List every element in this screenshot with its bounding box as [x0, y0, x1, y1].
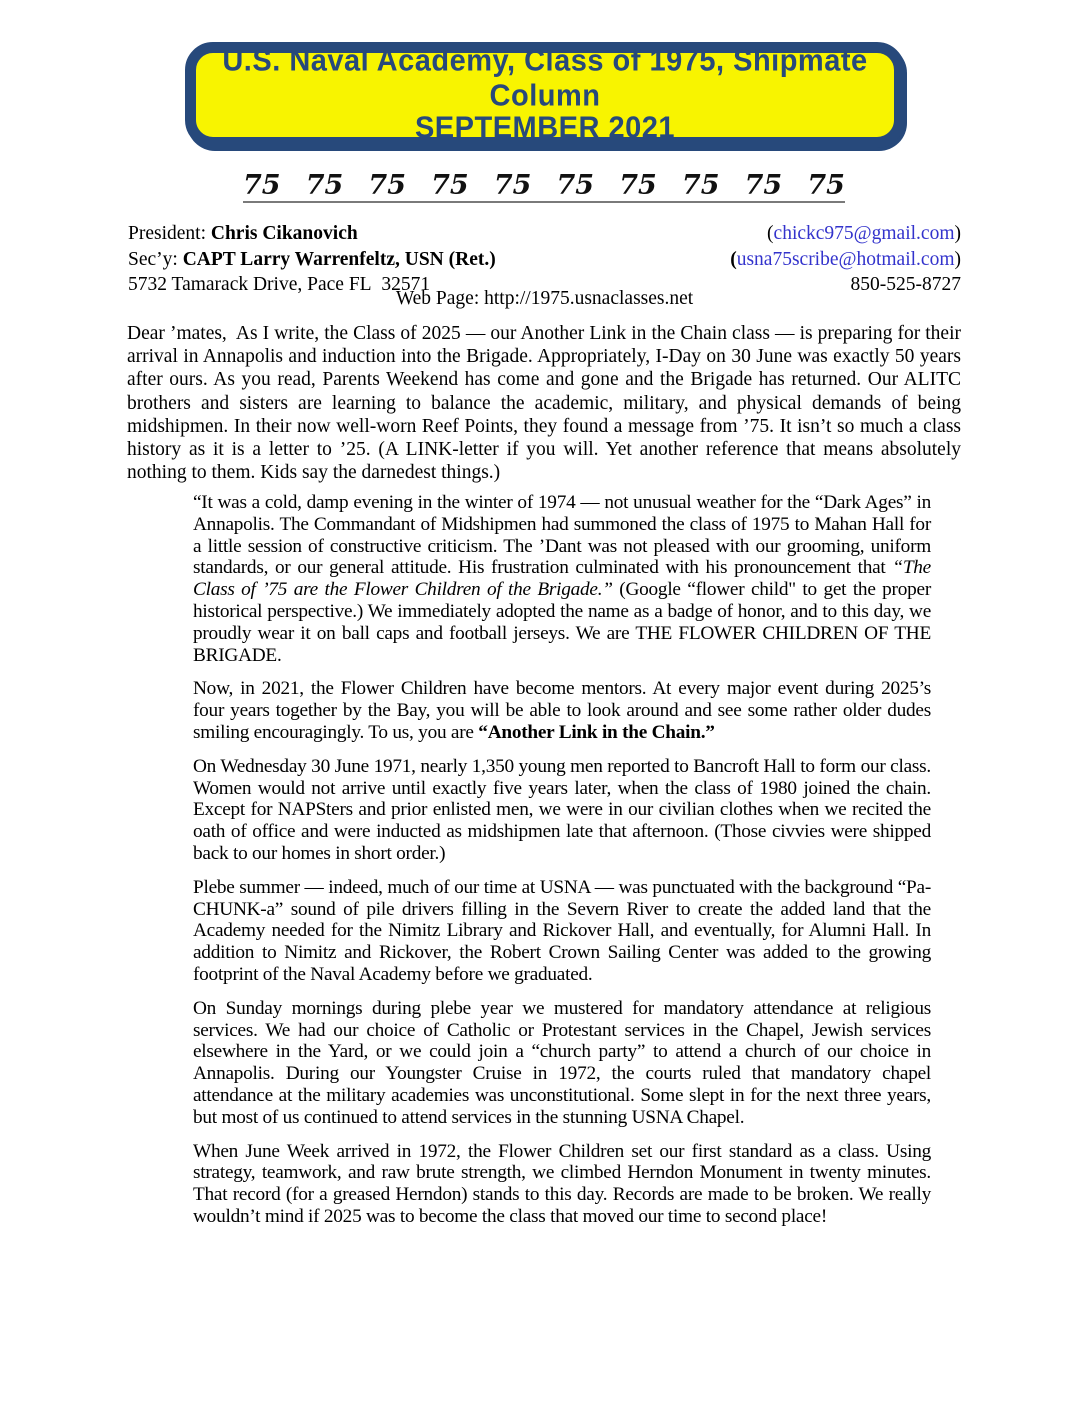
email-link[interactable]: chickc975@gmail.com	[773, 223, 955, 244]
text-run: )	[954, 223, 961, 244]
class-number-75: 75	[305, 170, 344, 201]
text-run: Dear ’mates, As I write, the Class of 2025 — our Another Link in the Chain class — is preparing for their arrival in Annapolis and induction into the Brigade. Appropriately, I-Day on 30 June was exactly 50 years after ours. As you read, Parents Weekend has come and gone and the Brigade has returned. Our ALITC brothers and sisters are learning to balance the academic, military, and physical demands of being midshipmen. In their now well-worn Reef Points, they found a message from ’75. It isn’t so much a class history as it is a letter to ’25. (A LINK-letter if you will. Yet another reference that means absolutely nothing to them. Kids say the darnedest things.)	[127, 323, 961, 484]
text-run: “It was a cold, damp evening in the winter of 1974 — not unusual weather for the “Dark Ages” in Annapolis. The Commandant of Midshipmen had summoned the class of 1975 to Mahan Hall for a little session of constructive criticism. The ’Dant was not pleased with our grooming, uniform standards, or our general attitude. His frustration culminated with his pronouncement that	[193, 492, 931, 579]
contact-block	[128, 221, 961, 298]
contact-left	[128, 247, 496, 273]
text-run: When June Week arrived in 1972, the Flower Children set our first standard as a class. Using strategy, teamwork, and raw brute strength, we climbed Herndon Monument in twenty minutes. That record (for a greased Herndon) stands to this day. Records are made to be broken. We really wouldn’t mind if 2025 was to become the class that moved our time to second place!	[193, 1140, 931, 1227]
web-page-line: Web Page: http://1975.usnaclasses.net	[395, 288, 694, 309]
body-paragraph	[193, 756, 931, 865]
text-run: On Sunday mornings during plebe year we mustered for mandatory attendance at religious services. We had our choice of Catholic or Protestant services in the Chapel, Jewish services elsewhere in the Yard, or we could join a “church party” to attend a church of our choice in Annapolis. During our Youngster Cruise in 1972, the courts ruled that mandatory chapel attendance at the military academies was unconstitutional. Some slept in for the next three years, but most of us continued to attend services in the stunning USNA Chapel.	[193, 997, 931, 1128]
text-run: 850-525-8727	[850, 274, 961, 295]
class-number-75: 75	[744, 170, 783, 201]
text-run: On Wednesday 30 June 1971, nearly 1,350 young men reported to Bancroft Hall to form our class. Women would not arrive until exactly five years later, when the class of 1980 joined the chain. Except for NAPSters and prior enlisted men, we were in our civilian clothes when we recited the oath of office and were inducted as midshipmen late that afternoon. (Those civvies were shipped back to our homes in short order.)	[193, 755, 931, 864]
class-number-row	[243, 172, 845, 203]
contact-row	[128, 221, 961, 247]
class-number-75: 75	[556, 170, 595, 201]
body-paragraph	[193, 1141, 931, 1228]
letter-body	[193, 492, 931, 1240]
contact-right	[730, 247, 961, 273]
text-run: Now, in 2021, the Flower Children have become mentors. At every major event during 2025’s four years together by the Bay, you will be able to look around and see some rather older dudes smiling encouragingly. To us, you are	[193, 678, 931, 743]
body-paragraph	[193, 678, 931, 743]
text-run: “Another Link in the Chain.”	[478, 721, 715, 743]
body-paragraph	[193, 998, 931, 1129]
text-run: Chris Cikanovich	[210, 223, 358, 244]
text-run: CAPT Larry Warrenfeltz, USN (Ret.)	[182, 248, 496, 270]
text-run: (Google “flower child" to get the proper historical perspective.) We immediately adopted the name as a badge of honor, and to this day, we proudly wear it on ball caps and football jerseys. We are THE FLOWER CHILDREN OF THE BRIGADE.	[193, 579, 931, 666]
text-run: (	[767, 223, 774, 244]
class-number-75: 75	[619, 170, 657, 201]
text-run: “The Class of ’75 are the Flower Children of the Brigade.”	[193, 557, 931, 601]
contact-row	[128, 247, 961, 273]
class-number-75: 75	[243, 170, 281, 201]
text-run: (	[730, 248, 737, 270]
masthead-subtitle: SEPTEMBER 2021	[414, 110, 676, 145]
text-run: Sec’y:	[128, 248, 183, 270]
masthead	[185, 42, 905, 148]
contact-right	[767, 221, 961, 247]
body-paragraph	[193, 492, 931, 666]
text-run: President:	[128, 223, 211, 244]
text-run: Plebe summer — indeed, much of our time at USNA — was punctuated with the background “Pa-CHUNK-a” sound of pile drivers filling in the Severn River to create the added land that the Academy needed for the Nimitz Library and Rickover Hall, and eventually, for Alumni Hall. In addition to Nimitz and Rickover, the Robert Crown Sailing Center was added to the growing footprint of the Naval Academy before we graduated.	[193, 876, 931, 985]
class-number-75: 75	[807, 170, 845, 201]
contact-left	[128, 221, 358, 247]
class-number-75: 75	[431, 170, 469, 201]
text-run: )	[954, 248, 961, 270]
body-paragraph	[193, 877, 931, 986]
email-link[interactable]: usna75scribe@hotmail.com	[736, 248, 955, 270]
intro-paragraph	[127, 322, 961, 484]
class-number-75: 75	[681, 170, 720, 201]
class-number-75: 75	[368, 170, 406, 201]
class-number-75: 75	[493, 170, 532, 201]
text-run: 5732 Tamarack Drive, Pace FL 32571	[128, 274, 431, 295]
masthead-title: U.S. Naval Academy, Class of 1975, Shipmate Column	[222, 43, 868, 113]
